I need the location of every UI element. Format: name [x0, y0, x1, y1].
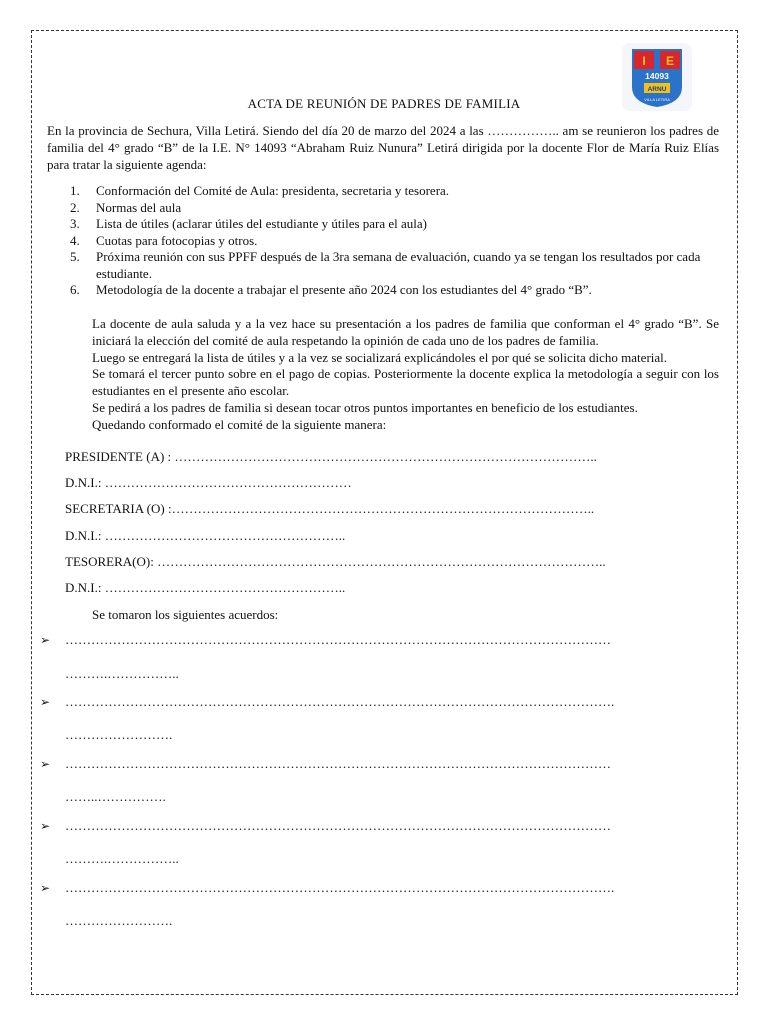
logo-letter-right: E [665, 54, 675, 68]
meeting-description [92, 316, 719, 434]
agenda-text: Cuotas para fotocopias y otros. [96, 232, 258, 248]
logo-letter-left: I [642, 54, 646, 68]
logo-place: VILLA LETIRA [644, 97, 670, 102]
agreement-line-continuation[interactable]: ……………………. [65, 727, 173, 742]
agreement-line-continuation[interactable]: ……….…………….. [65, 666, 179, 681]
arrow-bullet-icon: ➢ [40, 695, 51, 709]
agenda-text: Normas del aula [96, 199, 182, 215]
intro-paragraph: En la provincia de Sechura, Villa Letirá. Siendo del día 20 de marzo del 2024 a las …………….. am se reunieron los padres de familia del 4° grado “B” de la I.E. N° 14093 “Abraham Ruiz Nunura” Letirá dirigida por la docente Flor de María Ruiz Elías para tratar la siguiente agenda: [47, 123, 719, 172]
agenda-item [70, 233, 720, 250]
paragraph-supplies: Luego se entregará la lista de útiles y a la vez se socializará explicándoles el por qué se solicita dicho material. [92, 349, 668, 365]
agenda-number: 2. [70, 199, 80, 215]
document-title: ACTA DE REUNIÓN DE PADRES DE FAMILIA [247, 96, 521, 111]
arrow-bullet-icon: ➢ [40, 633, 51, 647]
agenda-item [70, 282, 720, 299]
president-field[interactable]: PRESIDENTE (A) : …………………………………………………………………………………….. [65, 449, 597, 464]
agenda-item [70, 200, 720, 217]
paragraph-copies: Se tomará el tercer punto sobre en el pago de copias. Posteriormente la docente explica la metodología a seguir con los estudiantes en el presente año escolar. [92, 366, 719, 399]
secretary-field[interactable]: SECRETARIA (O) :…………………………………………………………………………………….. [65, 501, 595, 516]
paragraph-other-points: Se pedirá a los padres de familia si desean tocar otros puntos importantes en beneficio de los estudiantes. [92, 399, 638, 415]
agreements-label: Se tomaron los siguientes acuerdos: [92, 607, 279, 622]
agenda-number: 5. [70, 249, 80, 264]
agenda-number: 4. [70, 232, 80, 248]
secretary-dni-field[interactable]: D.N.I.: ……………………………………………….. [65, 528, 346, 543]
agenda-text: Lista de útiles (aclarar útiles del estudiante y útiles para el aula) [96, 216, 428, 231]
agreement-line[interactable]: ……………………………………………………………………………………………………………… [65, 632, 611, 647]
arrow-bullet-icon: ➢ [40, 881, 51, 895]
agenda-text: Metodología de la docente a trabajar el presente año 2024 con los estudiantes del 4° grado “B”. [96, 282, 592, 297]
agreement-line-continuation[interactable]: ……….…………….. [65, 851, 179, 866]
agreement-line[interactable]: ………………………………………………………………………………………………………………. [65, 880, 615, 895]
agenda-item [70, 249, 720, 282]
logo-number: 14093 [645, 71, 669, 81]
president-dni-field[interactable]: D.N.I.: ………………………………………………… [65, 475, 352, 490]
agreement-line[interactable]: ……………………………………………………………………………………………………………… [65, 756, 611, 771]
agreement-line-continuation[interactable]: ……..……………. [65, 789, 166, 804]
agenda-list [70, 183, 720, 299]
agreement-line[interactable]: ………………………………………………………………………………………………………………. [65, 694, 615, 709]
agreement-line-continuation[interactable]: ……………………. [65, 913, 173, 928]
agenda-number: 1. [70, 183, 80, 198]
agenda-text: Próxima reunión con sus PPFF después de la 3ra semana de evaluación, cuando ya se tengan los resultados por cada estudiante. [96, 249, 701, 281]
logo-initials: ARNU [647, 86, 667, 93]
agenda-item [70, 216, 720, 233]
paragraph-greeting: La docente de aula saluda y a la vez hace su presentación a los padres de familia que conforman el 4° grado “B”. Se iniciará la elección del comité de aula respetando la opinión de cada uno de los padres de familia. [92, 316, 719, 348]
agenda-number: 6. [70, 282, 80, 297]
agenda-item [70, 183, 720, 200]
treasurer-dni-field[interactable]: D.N.I.: ……………………………………………….. [65, 580, 346, 595]
agenda-text: Conformación del Comité de Aula: presidenta, secretaria y tesorera. [96, 183, 450, 198]
paragraph-committee: Quedando conformado el comité de la siguiente manera: [92, 416, 387, 432]
agreement-line[interactable]: ……………………………………………………………………………………………………………… [65, 818, 611, 833]
treasurer-field[interactable]: TESORERA(O): ………………………………………………………………………………………….. [65, 554, 606, 569]
arrow-bullet-icon: ➢ [40, 757, 51, 771]
arrow-bullet-icon: ➢ [40, 819, 51, 833]
agenda-number: 3. [70, 216, 80, 231]
